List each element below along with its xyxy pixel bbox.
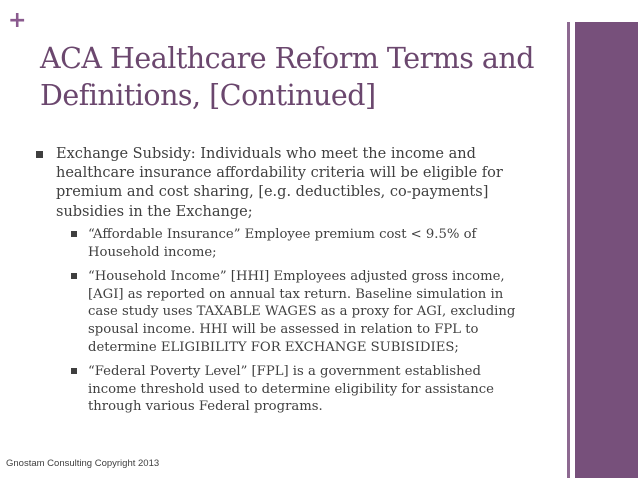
sub-bullet-line: “Federal Poverty Level” [FPL] is a government established (88, 364, 481, 380)
sub-bullet-line: income threshold used to determine eligibility for assistance (88, 381, 494, 397)
bullet-line: healthcare insurance affordability criteria will be eligible for (56, 165, 503, 182)
sub-bullet-list (88, 226, 550, 423)
accent-bar-thick (575, 22, 638, 478)
sub-bullet-line: “Affordable Insurance” Employee premium cost < 9.5% of (88, 227, 477, 242)
square-bullet-icon (71, 368, 77, 374)
sub-bullet-line: case study uses TAXABLE WAGES as a proxy for AGI, excluding (88, 304, 516, 320)
sub-bullet-line: through various Federal programs. (88, 399, 323, 415)
sub-bullet-line: Household income; (88, 244, 217, 260)
plus-icon: + (8, 8, 27, 33)
slide-title (40, 40, 560, 114)
sub-bullet-line: determine ELIGIBILITY FOR EXCHANGE SUBISIDIES; (88, 339, 459, 355)
sub-bullet-affordable-insurance (88, 226, 550, 261)
title-line-1: ACA Healthcare Reform Terms and (40, 42, 534, 75)
square-bullet-icon (71, 273, 77, 279)
title-line-2: Definitions, [Continued] (40, 79, 376, 112)
square-bullet-icon (71, 231, 77, 237)
bullet-list (56, 145, 540, 222)
sub-bullet-line: spousal income. HHI will be assessed in relation to FPL to (88, 321, 479, 337)
sub-bullet-household-income (88, 268, 550, 356)
sub-bullet-line: [AGI] as reported on annual tax return. Baseline simulation in (88, 286, 504, 302)
bullet-line: premium and cost sharing, [e.g. deductibles, co-payments] (56, 184, 489, 201)
bullet-line: subsidies in the Exchange; (56, 203, 253, 220)
square-bullet-icon (36, 151, 43, 158)
bullet-exchange-subsidy (56, 145, 540, 222)
sub-bullet-federal-poverty-level (88, 363, 550, 416)
sub-bullet-line: “Household Income” [HHI] Employees adjusted gross income, (88, 269, 505, 285)
bullet-line: Exchange Subsidy: Individuals who meet the income and (56, 146, 476, 162)
footer-copyright: Gnostam Consulting Copyright 2013 (6, 458, 160, 469)
accent-bar-thin (567, 22, 570, 478)
